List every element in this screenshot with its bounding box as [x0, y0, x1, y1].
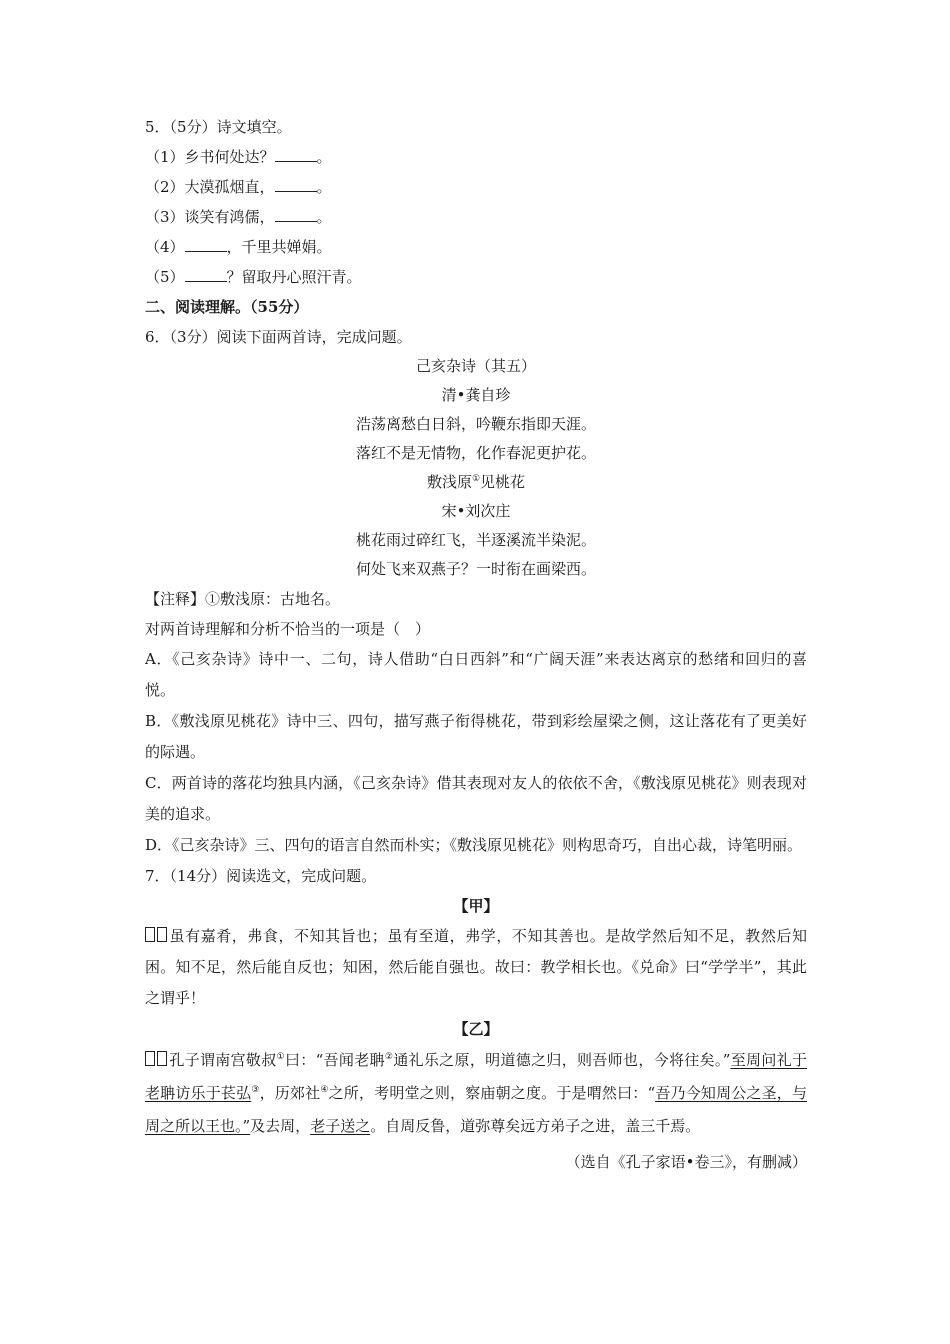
- poem2-line-1: 桃花雨过碎红飞，半逐溪流半染泥。: [355, 531, 596, 549]
- footnote-marker: ①: [471, 474, 481, 484]
- poem2-title-text: 见桃花: [480, 473, 526, 491]
- poem1-title: 己亥杂诗（其五）: [415, 357, 536, 375]
- jia-text: 虽有嘉肴，弗食，不知其旨也；虽有至道，弗学，不知其善也。是故学然后知不足，教然后知困。知不足，然后能自反也；知困，然后能自强也。故曰：教学相长也。《兑命》曰“学学半”，其此之谓乎！: [145, 927, 807, 1007]
- section-heading: 二、阅读理解。（55分）: [145, 298, 309, 316]
- yi-text: ，历郊社: [259, 1084, 321, 1102]
- q5-item-text: 。: [316, 208, 332, 226]
- answer-blank[interactable]: [275, 175, 317, 192]
- underlined-sentence: 老子送之: [310, 1117, 371, 1135]
- poem2-line-2: 何处飞来双燕子？一时衔在画梁西。: [355, 560, 596, 578]
- q5-item-4: [145, 232, 807, 262]
- q5-item-text: （5）: [145, 268, 185, 286]
- poem1-line-2: 落红不是无情物，化作春泥更护花。: [355, 444, 596, 462]
- yi-text: 曰：“吾闻老聃: [284, 1051, 385, 1069]
- q5-item-text: （1）乡书何处达？: [145, 148, 275, 166]
- poem2-author: 宋•刘次庄: [441, 502, 511, 520]
- yi-heading: 【乙】: [453, 1020, 499, 1038]
- q6-option-d[interactable]: D．《己亥杂诗》三、四句的语言自然而朴实；《敷浅原见桃花》则构思奇巧，自出心裁，诗笔明丽。: [145, 836, 803, 854]
- q6-option-a[interactable]: A．《己亥杂诗》诗中一、二句，诗人借助“白日西斜”和“广阔天涯”来表达离京的愁绪和回归的喜悦。: [145, 650, 807, 699]
- underlined-sentence: 吾乃今知周公之圣，与周之所以王也。”: [145, 1084, 807, 1135]
- indent-box-icon: [145, 1051, 155, 1066]
- q6-note: 【注释】①敷浅原：古地名。: [145, 590, 341, 608]
- footnote-marker: ④: [320, 1085, 329, 1095]
- q5-item-text: （4）: [145, 238, 185, 256]
- q5-item-text: 。: [316, 148, 332, 166]
- q6-question: 对两首诗理解和分析不恰当的一项是（ ）: [145, 620, 431, 638]
- indent-box-icon: [145, 927, 155, 942]
- q5-item-text: （2）大漠孤烟直，: [145, 178, 275, 196]
- underlined-sentence: 至周问礼于老聃访乐于苌弘: [145, 1051, 807, 1102]
- footnote-marker: ②: [384, 1052, 394, 1062]
- q6-option-c[interactable]: C．两首诗的落花均独具内涵，《己亥杂诗》借其表现对友人的依依不舍，《敷浅原见桃花》则表现对美的追求。: [145, 774, 807, 823]
- q6-title: 6．（3分）阅读下面两首诗，完成问题。: [145, 328, 412, 346]
- answer-blank[interactable]: [185, 265, 227, 282]
- yi-text: 及去周，: [250, 1117, 311, 1135]
- yi-text: 通礼乐之原，明道德之归，则吾师也，今将往矣。”: [393, 1051, 731, 1069]
- footnote-marker: ③: [251, 1085, 260, 1095]
- footnote-marker: ①: [276, 1052, 285, 1062]
- q5-item-text: 。: [316, 178, 332, 196]
- q5-item-5: [145, 262, 807, 292]
- poem2-title-text: 敷浅原: [426, 473, 472, 491]
- yi-text: 。自周反鲁，道弥尊矣远方弟子之进，盖三千焉。: [370, 1117, 701, 1135]
- answer-blank[interactable]: [275, 145, 317, 162]
- jia-heading: 【甲】: [453, 897, 499, 915]
- q7-title: 7．（14分）阅读选文，完成问题。: [145, 867, 377, 885]
- q6-option-b[interactable]: B．《敷浅原见桃花》诗中三、四句，描写燕子衔得桃花，带到彩绘屋梁之侧，这让落花有了更美好的际遇。: [145, 712, 807, 761]
- poem1-line-1: 浩荡离愁白日斜，吟鞭东指即天涯。: [355, 415, 596, 433]
- poem2-title: [145, 468, 807, 497]
- q5-title: 5．（5分）诗文填空。: [145, 118, 292, 136]
- q5-item-2: [145, 172, 807, 202]
- q5-item-text: ？留取丹心照汗青。: [226, 268, 362, 286]
- yi-text: 孔子谓南宫敬叔: [169, 1051, 277, 1069]
- answer-blank[interactable]: [275, 205, 317, 222]
- jia-passage: [145, 921, 807, 1014]
- indent-box-icon: [157, 927, 167, 942]
- poem1-author: 清•龚自珍: [441, 386, 511, 404]
- answer-blank[interactable]: [185, 235, 227, 252]
- q5-item-3: [145, 202, 807, 232]
- q5-item-1: [145, 142, 807, 172]
- passage-source: （选自《孔子家语•卷三》，有删减）: [565, 1153, 807, 1171]
- yi-passage: [145, 1044, 807, 1143]
- q5-item-text: ，千里共婵娟。: [226, 238, 332, 256]
- q5-item-text: （3）谈笑有鸿儒，: [145, 208, 275, 226]
- exam-page: [145, 112, 807, 1177]
- yi-text: 之所，考明堂之则，察庙朝之度。于是喟然曰：“: [328, 1084, 656, 1102]
- indent-box-icon: [157, 1051, 167, 1066]
